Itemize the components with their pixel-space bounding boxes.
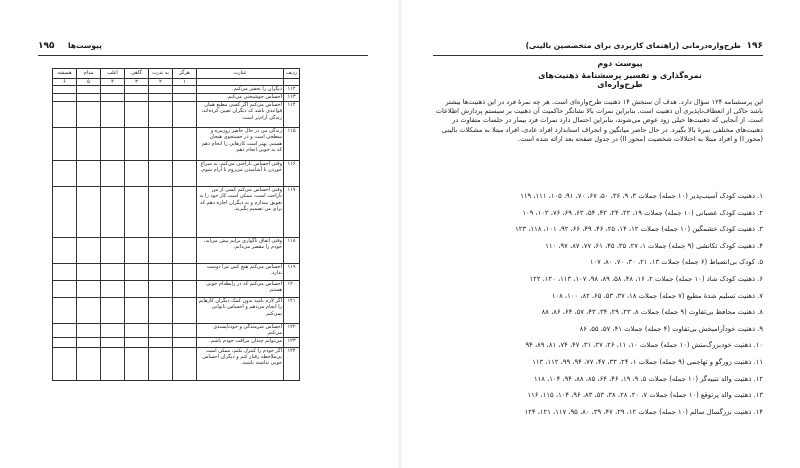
table-row xyxy=(53,347,300,380)
statement-cell: احساس شرمندگی و خودناپسندی می‌کنم. xyxy=(197,324,284,337)
answer-cell[interactable] xyxy=(149,264,173,281)
answer-cell[interactable] xyxy=(125,298,149,324)
answer-cell[interactable] xyxy=(77,86,101,94)
answer-cell[interactable] xyxy=(101,264,125,281)
table-row xyxy=(53,187,300,238)
table-row xyxy=(53,264,300,281)
answer-cell[interactable] xyxy=(101,337,125,347)
answer-cell[interactable] xyxy=(53,298,77,324)
answer-cell[interactable] xyxy=(101,347,125,380)
answer-cell[interactable] xyxy=(53,347,77,380)
mode-item: ۱۳. ذهنیت والد پرتوقع (۱۰ جمله) جملات ۷، ۲۰، ۲۸، ۳۸، ۵۳، ۸۳، ۹۶، ۱۰۴، ۱۱۵، ۱۱۶ xyxy=(527,391,763,400)
mode-item: ۹. ذهنیت خودآرامبخش بی‌تفاوت (۴ جمله) جملات ۴۱، ۵۷، ۵۵، ۸۶ xyxy=(579,324,763,333)
mode-item: ۷. ذهنیت تسلیم شدهٔ مطیع (۷ جمله) جملات ۱۸، ۳۷، ۵۳، ۶۵، ۸۲، ۱۰۰، ۱۰۸ xyxy=(551,291,763,300)
answer-cell[interactable] xyxy=(149,281,173,298)
questionnaire-table xyxy=(52,68,300,381)
answer-cell[interactable] xyxy=(53,324,77,337)
answer-cell[interactable] xyxy=(101,86,125,94)
row-number: ۱۱۴ xyxy=(284,102,300,128)
answer-cell[interactable] xyxy=(149,337,173,347)
row-number: ۱۱۵ xyxy=(284,128,300,161)
row-number: ۱۱۸ xyxy=(284,238,300,264)
answer-cell[interactable] xyxy=(149,102,173,128)
table-header-row xyxy=(53,69,300,79)
mode-item: ۶. ذهنیت کودک شاد (۱۰ جمله) جملات ۲، ۱۶، ۴۸، ۵۸، ۸۹، ۹۸، ۱۰۷، ۱۱۳، ۱۲۰، ۱۲۲ xyxy=(529,274,763,283)
right-running-title: طرح‌واره‌درمانی (راهنمای کاربردی برای متخصصین بالینی) xyxy=(525,41,741,50)
answer-cell[interactable] xyxy=(53,187,77,238)
statement-cell: احساس می‌کنم هیچ کس مرا دوست ندارد. xyxy=(197,264,284,281)
table-row xyxy=(53,161,300,187)
answer-cell[interactable] xyxy=(173,298,197,324)
score-code-cell xyxy=(197,79,284,86)
answer-cell[interactable] xyxy=(173,161,197,187)
mode-items-list xyxy=(433,188,763,420)
table-row xyxy=(53,298,300,324)
score-code-row xyxy=(53,79,300,86)
answer-cell[interactable] xyxy=(173,187,197,238)
table-row xyxy=(53,281,300,298)
answer-cell[interactable] xyxy=(101,324,125,337)
answer-cell[interactable] xyxy=(173,238,197,264)
statement-cell: احساس خوشبختی می‌کنم. xyxy=(197,94,284,102)
right-page-header xyxy=(433,41,763,55)
right-page-number: ۱۹۶ xyxy=(746,41,763,51)
left-running-title: پیوست‌ها xyxy=(68,41,102,50)
book-gutter xyxy=(398,0,402,468)
answer-cell[interactable] xyxy=(125,337,149,347)
answer-cell[interactable] xyxy=(53,102,77,128)
answer-cell[interactable] xyxy=(77,324,101,337)
table-row xyxy=(53,238,300,264)
mode-item: ۵. کودک بی‌انضباط (۶ جمله) جملات ۱۳، ۲۱، ۳۰، ۷۰، ۸۰، ۱۰۷ xyxy=(589,258,763,267)
answer-cell[interactable] xyxy=(77,347,101,380)
answer-cell[interactable] xyxy=(173,102,197,128)
mode-item: ۱۲. ذهنیت والد تنبیه‌گر (۱۰ جمله) جملات ۵، ۹، ۱۹، ۴۶، ۶۴، ۸۵، ۸۸، ۹۴، ۱۰۴، ۱۱۸ xyxy=(533,374,763,383)
answer-cell[interactable] xyxy=(125,161,149,187)
table-row xyxy=(53,94,300,102)
row-number: ۱۱۳ xyxy=(284,94,300,102)
row-number: ۱۲۰ xyxy=(284,281,300,298)
row-number: ۱۱۷ xyxy=(284,187,300,238)
row-number: ۱۱۲ xyxy=(284,86,300,94)
answer-cell[interactable] xyxy=(101,281,125,298)
table-header-cell: هرگز xyxy=(173,69,197,79)
table-row xyxy=(53,128,300,161)
mode-item: ۳. ذهنیت کودک خشمگین (۱۰ جمله) جملات ۱۲، ۱۴، ۲۵، ۴۶، ۴۹، ۶۶، ۹۲، ۱۰۱، ۱۱۸، ۱۲۳ xyxy=(515,225,763,234)
table-header-cell: گاهی xyxy=(125,69,149,79)
answer-cell[interactable] xyxy=(173,281,197,298)
answer-cell[interactable] xyxy=(173,324,197,337)
table-row xyxy=(53,324,300,337)
answer-cell[interactable] xyxy=(77,161,101,187)
answer-cell[interactable] xyxy=(173,86,197,94)
row-number: ۱۲۳ xyxy=(284,337,300,347)
mode-item: ۸. ذهنیت محافظ بی‌تفاوت (۹ جمله) جملات ۸، ۲۳، ۲۹، ۳۴، ۴۳، ۵۷، ۶۴، ۸۶، ۸۸ xyxy=(541,308,763,317)
statement-cell: وقتی احساس ناراحتی می‌کنم، به سراغ خوردن یا آشامیدن می‌روم تا آرام شوم. xyxy=(197,161,284,187)
appendix-subtitle: نمره‌گذاری و تفسیر پرسشنامهٔ ذهنیت‌های طرح‌واره‌ای xyxy=(538,71,702,89)
statement-cell: وقتی احساس می‌کنم کسی از من ناراحت است، ممکن است کار خود را به تعویق بیندازم و به دیگران اجازه دهم که برای من تصمیم بگیرند. xyxy=(197,187,284,238)
answer-cell[interactable] xyxy=(149,324,173,337)
statement-cell: احساس می‌کنم اگر کسی مطیع همان قواعدی باشد که دیگران تعیین کرده‌اند، زندگی آرام‌تر است. xyxy=(197,102,284,128)
answer-cell[interactable] xyxy=(125,347,149,380)
statement-cell: اگر لازم باشد بدون کمک دیگران کارهایم را انجام می‌دهم و احساس ناتوانی نمی‌کنم. xyxy=(197,298,284,324)
answer-cell[interactable] xyxy=(125,94,149,102)
statement-cell: می‌توانم چندان مراقب خودم باشم. xyxy=(197,337,284,347)
answer-cell[interactable] xyxy=(53,337,77,347)
answer-cell[interactable] xyxy=(173,347,197,380)
table-row xyxy=(53,102,300,128)
answer-cell[interactable] xyxy=(77,281,101,298)
answer-cell[interactable] xyxy=(125,102,149,128)
row-number: ۱۲۲ xyxy=(284,324,300,337)
answer-cell[interactable] xyxy=(101,187,125,238)
answer-cell[interactable] xyxy=(173,128,197,161)
answer-cell[interactable] xyxy=(77,187,101,238)
answer-cell[interactable] xyxy=(77,94,101,102)
score-code-cell: ۳ xyxy=(125,79,149,86)
answer-cell[interactable] xyxy=(149,347,173,380)
table-header-cell: اغلب xyxy=(101,69,125,79)
answer-cell[interactable] xyxy=(77,298,101,324)
answer-cell[interactable] xyxy=(125,128,149,161)
answer-cell[interactable] xyxy=(149,86,173,94)
answer-cell[interactable] xyxy=(125,187,149,238)
score-code-cell: ۵ xyxy=(77,79,101,86)
intro-paragraph: این پرسشنامه ۱۲۴ سؤال دارد. هدف آن سنجش ۱۴ ذهنیت طرح‌واره‌ای است. هر چه نمرهٔ فرد در این ذهنیت‌ها بیشتر باشد حاکی از انعطاف‌ناپذیری آن ذهنیت است. بنابراین نمرات بالا نشانگر حاکمیت آن ذهنیت بر سیستم پردازش اطلاعات است. از آنجایی که ذهنیت‌ها خیلی زود عوض می‌شوند، بنابراین احتمال دارد نمرات فرد بیمار در جلسات متفاوت در ذهنیت‌های مختلفی نمرهٔ بالا بگیرد. در حال حاضر میانگین و انحراف استاندارد افراد عادی، افراد مبتلا به مشکلات بالینی (محور I) و افراد مبتلا به اختلالات شخصیت (محور II) در جدول صفحه بعد ارائه شده است. xyxy=(435,98,763,143)
answer-cell[interactable] xyxy=(77,238,101,264)
left-page-number: ۱۹۵ xyxy=(38,41,55,51)
statement-cell: وقتی اتفاق ناگواری برایم پیش می‌آید، خودم را مقصر می‌دانم. xyxy=(197,238,284,264)
answer-cell[interactable] xyxy=(77,102,101,128)
mode-item: ۲. ذهنیت کودک عصبانی (۱۰ جمله) جملات ۱۹، ۲۲، ۲۴، ۴۲، ۵۴، ۶۳، ۶۹، ۷۶، ۱۰۳، ۱۰۹ xyxy=(522,208,763,217)
row-number: ۱۱۹ xyxy=(284,264,300,281)
answer-cell[interactable] xyxy=(149,187,173,238)
answer-cell[interactable] xyxy=(173,94,197,102)
answer-cell[interactable] xyxy=(77,264,101,281)
answer-cell[interactable] xyxy=(77,337,101,347)
answer-cell[interactable] xyxy=(149,94,173,102)
score-code-cell: ۶ xyxy=(53,79,77,86)
table-row xyxy=(53,337,300,347)
answer-cell[interactable] xyxy=(125,86,149,94)
row-number: ۱۱۶ xyxy=(284,161,300,187)
table-header-cell: همیشه xyxy=(53,69,77,79)
answer-cell[interactable] xyxy=(149,298,173,324)
row-number: ۱۲۴ xyxy=(284,347,300,380)
answer-cell[interactable] xyxy=(53,128,77,161)
answer-cell[interactable] xyxy=(53,161,77,187)
answer-cell[interactable] xyxy=(53,86,77,94)
answer-cell[interactable] xyxy=(77,128,101,161)
table-header-cell: به ندرت xyxy=(149,69,173,79)
table-row xyxy=(53,86,300,94)
answer-cell[interactable] xyxy=(53,281,77,298)
statement-cell: اگر خودم را کنترل نکنم، ممکن است بی‌ملاحظه رفتار کنم و دیگران احساس خوبی نداشته باشند. xyxy=(197,347,284,380)
score-code-cell: ۱ xyxy=(173,79,197,86)
statement-cell: احساس می‌کنم که در رابطه‌ام خوبی هستم. xyxy=(197,281,284,298)
score-code-cell xyxy=(284,79,300,86)
answer-cell[interactable] xyxy=(125,281,149,298)
right-header-rule xyxy=(433,55,763,56)
answer-cell[interactable] xyxy=(101,161,125,187)
answer-cell[interactable] xyxy=(101,94,125,102)
statement-cell: زندگی من در حال حاضر روزمره و سطحی است و در جستجوی هیجان هستم. بهتر است کارهایی را انجام دهم که به خوبی انجام دهم. xyxy=(197,128,284,161)
answer-cell[interactable] xyxy=(149,238,173,264)
answer-cell[interactable] xyxy=(173,264,197,281)
mode-item: ۴. ذهنیت کودک تکانشی (۹ جمله) جملات ۱، ۲۷، ۳۵، ۴۵، ۶۱، ۷۷، ۸۷، ۹۷، ۱۱۰ xyxy=(545,241,763,250)
answer-cell[interactable] xyxy=(173,337,197,347)
answer-cell[interactable] xyxy=(101,102,125,128)
table-header-cell: ردیف xyxy=(284,69,300,79)
answer-cell[interactable] xyxy=(53,264,77,281)
score-code-cell: ۲ xyxy=(149,79,173,86)
row-number: ۱۲۱ xyxy=(284,298,300,324)
statement-cell: دیگران را تحقیر می‌کنم. xyxy=(197,86,284,94)
answer-cell[interactable] xyxy=(125,264,149,281)
mode-item: ۱. ذهنیت کودک آسیب‌پذیر (۱۰ جمله) جملات ۳، ۹، ۳۶، ۵۰، ۶۷، ۷۰، ۹۱، ۱۰۵، ۱۱۱، ۱۱۹ xyxy=(520,192,763,200)
answer-cell[interactable] xyxy=(125,238,149,264)
mode-item: ۱۰. ذهنیت خودبزرگ‌منش (۱۰ جمله) جملات ۱۰، ۱۱، ۲۶، ۲۷، ۳۱، ۴۷، ۷۴، ۸۱، ۸۹، ۹۴ xyxy=(525,341,763,350)
answer-cell[interactable] xyxy=(101,298,125,324)
mode-item: ۱۴. ذهنیت بزرگسال سالم (۱۰ جمله) جملات ۱۲، ۲۹، ۴۷، ۳۹، ۸۰، ۹۵، ۱۱۷، ۱۲۱، ۱۲۴ xyxy=(524,407,763,416)
answer-cell[interactable] xyxy=(149,128,173,161)
left-page-header xyxy=(38,41,368,55)
answer-cell[interactable] xyxy=(125,324,149,337)
score-code-cell: ۴ xyxy=(101,79,125,86)
appendix-title: پیوست دوم xyxy=(597,59,643,68)
answer-cell[interactable] xyxy=(53,238,77,264)
answer-cell[interactable] xyxy=(149,161,173,187)
answer-cell[interactable] xyxy=(101,128,125,161)
answer-cell[interactable] xyxy=(53,94,77,102)
answer-cell[interactable] xyxy=(101,238,125,264)
table-header-cell: عبارت xyxy=(197,69,284,79)
mode-item: ۱۱. ذهنیت زورگو و تهاجمی (۹ جمله) جملات ۱، ۲۴، ۳۳، ۴۷، ۷۷، ۹۴، ۹۹، ۱۱۲، ۱۱۳ xyxy=(532,357,763,366)
left-header-rule xyxy=(38,55,368,56)
table-header-cell: مدام xyxy=(77,69,101,79)
